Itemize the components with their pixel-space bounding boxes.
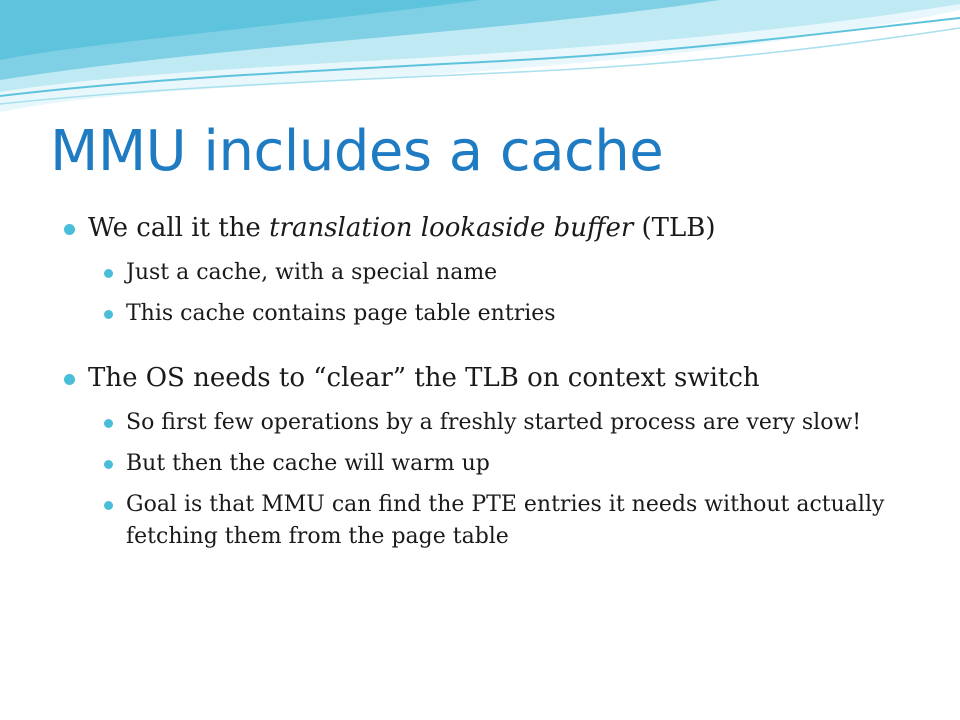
- bullet-text-italic: translation lookaside buffer: [269, 213, 634, 243]
- sub-bullet-text: This cache contains page table entries: [126, 301, 556, 326]
- sub-bullet-item: [104, 407, 924, 439]
- sub-bullet-text: But then the cache will warm up: [126, 451, 490, 476]
- bullet-text-suffix: (TLB): [633, 213, 716, 243]
- bullet-text-prefix: We call it the: [88, 213, 270, 243]
- bullet-item: [64, 358, 924, 398]
- sub-bullet-icon: [104, 460, 113, 469]
- bullet-text: The OS needs to “clear” the TLB on context switch: [88, 363, 760, 393]
- sub-bullet-icon: [104, 419, 113, 428]
- slide-title: MMU includes a cache: [50, 119, 664, 184]
- sub-bullet-text: So first few operations by a freshly started process are very slow!: [126, 410, 862, 435]
- bullet-icon: [64, 224, 75, 235]
- sub-bullet-item: [104, 298, 924, 330]
- sub-bullet-text: Just a cache, with a special name: [126, 260, 498, 285]
- sub-bullet-icon: [104, 310, 113, 319]
- sub-bullet-icon: [104, 269, 113, 278]
- sub-bullet-text: Goal is that MMU can find the PTE entries it needs without actually fetching them from the page table: [126, 492, 885, 549]
- sub-bullet-item: [104, 448, 924, 480]
- sub-bullet-item: [104, 257, 924, 289]
- slide-body: [64, 208, 924, 553]
- sub-bullet-icon: [104, 501, 113, 510]
- bullet-icon: [64, 374, 75, 385]
- bullet-item: [64, 208, 924, 248]
- header-wave-decoration: [0, 0, 960, 130]
- sub-bullet-item: [104, 489, 924, 553]
